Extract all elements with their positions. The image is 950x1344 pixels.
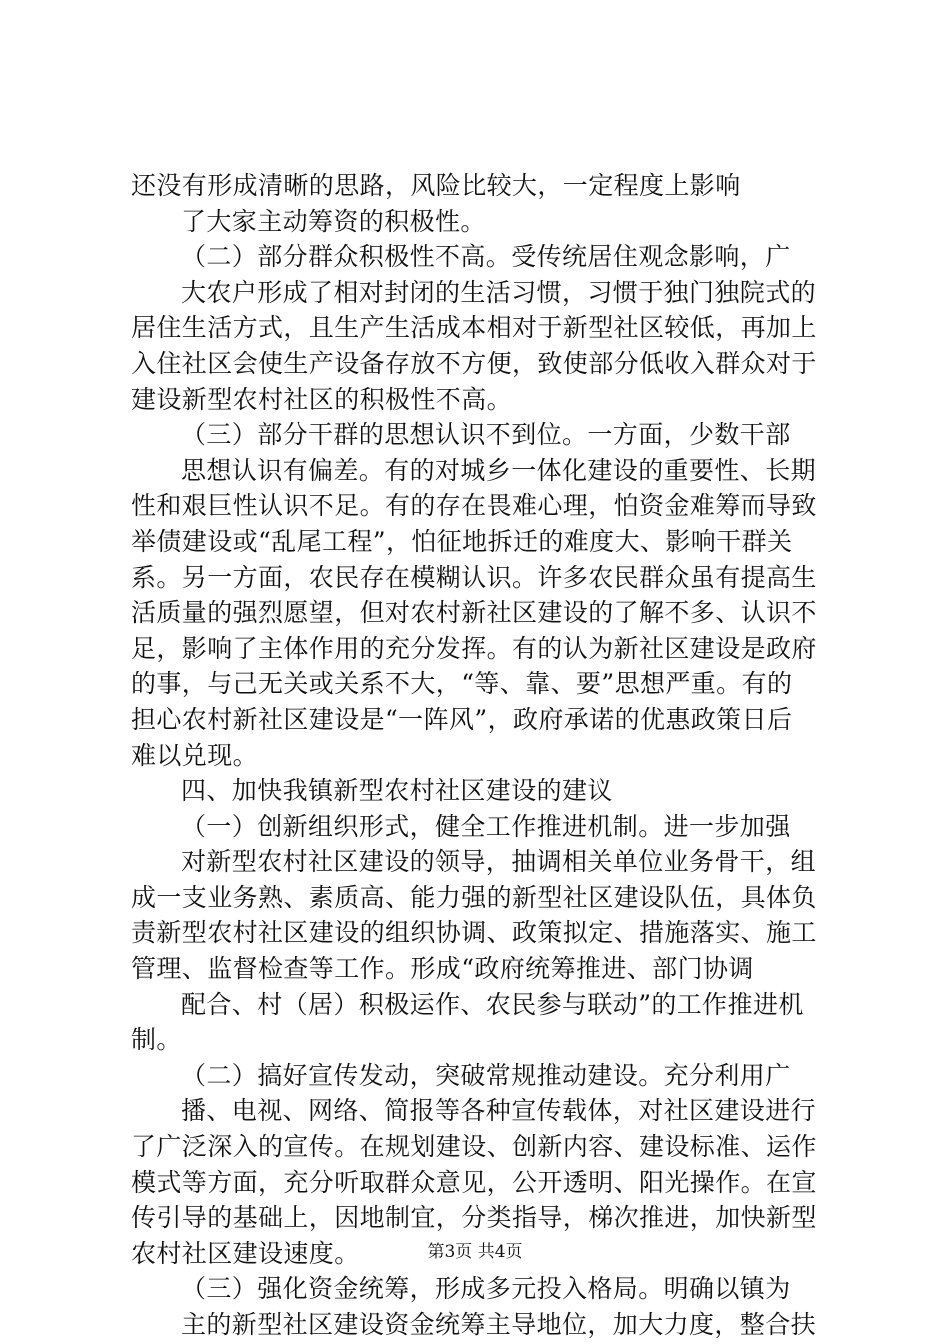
text-line: 居住生活方式，且生产生活成本相对于新型社区较低，再加上 [131, 313, 817, 343]
page-number: 第3页 共4页 [427, 1242, 523, 1262]
text-line: 农村社区建设速度。 [131, 1238, 360, 1268]
text-line: 性和艰巨性认识不足。有的存在畏难心理，怕资金难筹而导致 [131, 491, 817, 521]
text-line: 传引导的基础上，因地制宜，分类指导，梯次推进，加快新型 [131, 1203, 817, 1233]
text-line: 举债建设或“乱尾工程”，怕征地拆迁的难度大、影响干群关 [131, 526, 793, 556]
text-line: 制。 [131, 1025, 182, 1055]
text-line: 模式等方面，充分听取群众意见，公开透明、阳光操作。在宣 [131, 1167, 817, 1197]
text-line: 建设新型农村社区的积极性不高。 [131, 384, 513, 414]
text-line: 系。另一方面，农民存在模糊认识。许多农民群众虽有提高生 [131, 562, 817, 592]
text-line: 还没有形成清晰的思路，风险比较大，一定程度上影响 [131, 171, 741, 200]
text-line: 播、电视、网络、简报等各种宣传载体，对社区建设进行 [181, 1096, 817, 1126]
text-line: （三）强化资金统筹，形成多元投入格局。明确以镇为 [181, 1274, 791, 1304]
text-line: 足，影响了主体作用的充分发挥。有的认为新社区建设是政府 [131, 633, 817, 663]
text-line: 入住社区会使生产设备存放不方便，致使部分低收入群众对于 [131, 348, 817, 378]
text-line: 思想认识有偏差。有的对城乡一体化建设的重要性、长期 [181, 455, 817, 485]
text-line: 了广泛深入的宣传。在规划建设、创新内容、建设标准、运作 [131, 1132, 817, 1162]
text-line: （一）创新组织形式，健全工作推进机制。进一步加强 [181, 811, 791, 841]
text-line: 管理、监督检查等工作。形成“政府统筹推进、部门协调 [131, 954, 754, 984]
text-line: （二）部分群众积极性不高。受传统居住观念影响，广 [181, 242, 791, 272]
text-line: 大农户形成了相对封闭的生活习惯，习惯于独门独院式的 [181, 277, 817, 307]
text-line: 配合、村（居）积极运作、农民参与联动”的工作推进机 [181, 989, 804, 1019]
text-line: 成一支业务熟、素质高、能力强的新型社区建设队伍，具体负 [131, 882, 817, 912]
text-line: 难以兑现。 [131, 740, 259, 770]
text-line: 活质量的强烈愿望，但对农村新社区建设的了解不多、认识不 [131, 598, 817, 628]
text-line: 责新型农村社区建设的组织协调、政策拟定、措施落实、施工 [131, 918, 817, 948]
text-line: 主的新型社区建设资金统筹主导地位，加大力度，整合扶 [181, 1310, 817, 1339]
text-line: （三）部分干群的思想认识不到位。一方面，少数干部 [181, 420, 791, 450]
text-line: 了大家主动筹资的积极性。 [181, 206, 486, 236]
text-line: 对新型农村社区建设的领导，抽调相关单位业务骨干，组 [181, 847, 817, 877]
text-line: 担心农村新社区建设是“一阵风”，政府承诺的优惠政策日后 [131, 704, 793, 734]
text-line: 的事，与己无关或关系不大，“等、靠、要”思想严重。有的 [131, 669, 793, 699]
text-line: 四、加快我镇新型农村社区建设的建议 [181, 776, 613, 806]
body-text [131, 168, 831, 1343]
text-line: （二）搞好宣传发动，突破常规推动建设。充分利用广 [181, 1060, 791, 1090]
